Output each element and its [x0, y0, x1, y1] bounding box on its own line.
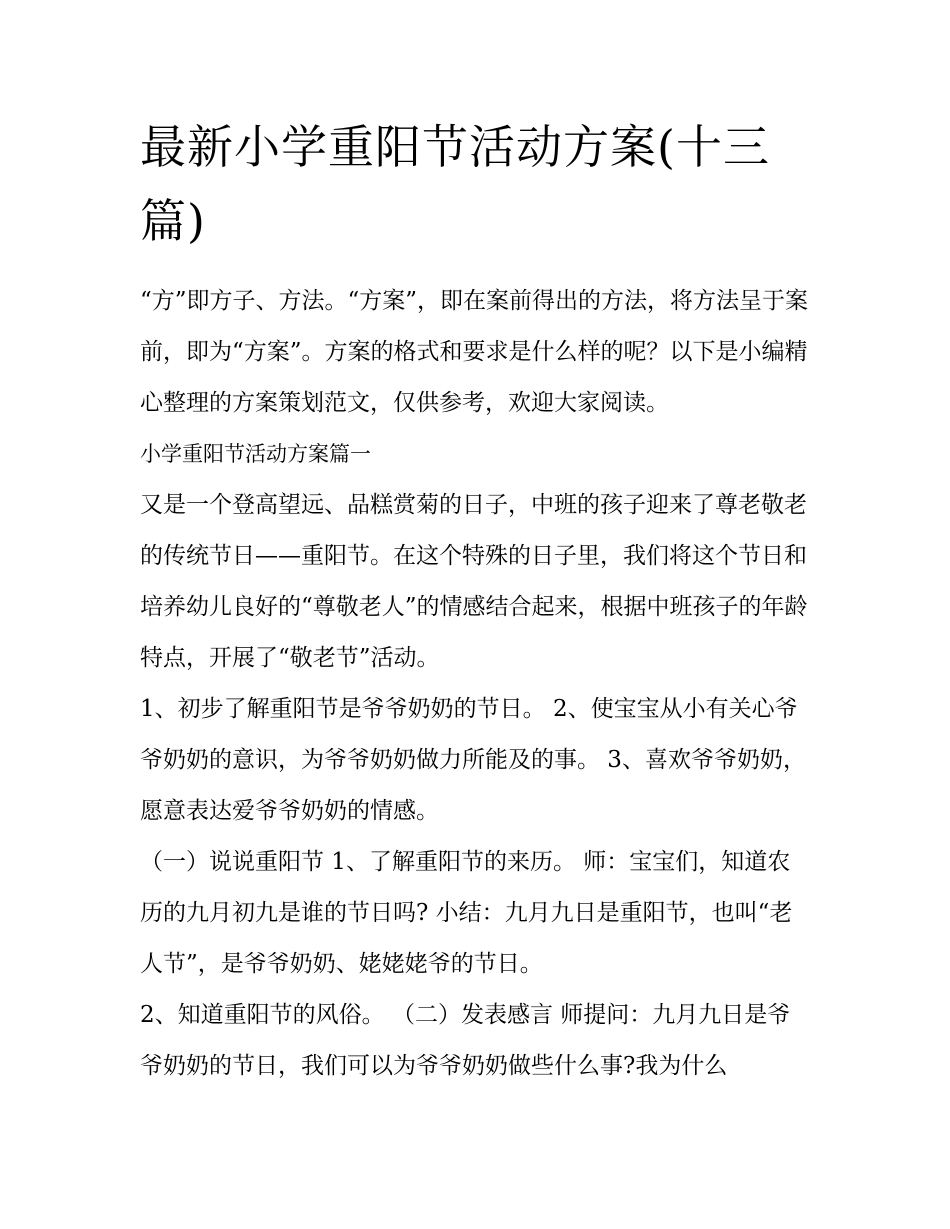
section-heading: 小学重阳节活动方案篇一: [140, 442, 371, 466]
body-paragraph-1: 又是一个登高望远、品糕赏菊的日子，中班的孩子迎来了尊老敬老的传统节日——重阳节。在这个特殊的日子里，我们将这个节日和培养幼儿良好的“尊敬老人”的情感结合起来，根据中班孩子的年龄特点，开展了“敬老节”活动。: [140, 492, 808, 671]
body-paragraph-2: 1、初步了解重阳节是爷爷奶奶的节日。 2、使宝宝从小有关心爷爷奶奶的意识，为爷爷奶奶做力所能及的事。 3、喜欢爷爷奶奶，愿意表达爱爷爷奶奶的情感。: [140, 696, 806, 824]
body-paragraph-4: 2、知道重阳节的风俗。 （二）发表感言 师提问：九月九日是爷爷奶奶的节日，我们可以为爷爷奶奶做些什么事?我为什么: [140, 1002, 791, 1079]
body-paragraph-3: （一）说说重阳节 1、了解重阳节的来历。 师：宝宝们，知道农历的九月初九是谁的节日吗? 小结：九月九日是重阳节，也叫“老人节”，是爷爷奶奶、姥姥姥爷的节日。: [140, 849, 793, 977]
document-title: 最新小学重阳节活动方案(十三篇): [140, 120, 770, 248]
intro-paragraph: “方”即方子、方法。“方案”，即在案前得出的方法，将方法呈于案前，即为“方案”。方案的格式和要求是什么样的呢？以下是小编精心整理的方案策划范文，仅供参考，欢迎大家阅读。: [140, 288, 809, 416]
document-page: [140, 110, 812, 1092]
